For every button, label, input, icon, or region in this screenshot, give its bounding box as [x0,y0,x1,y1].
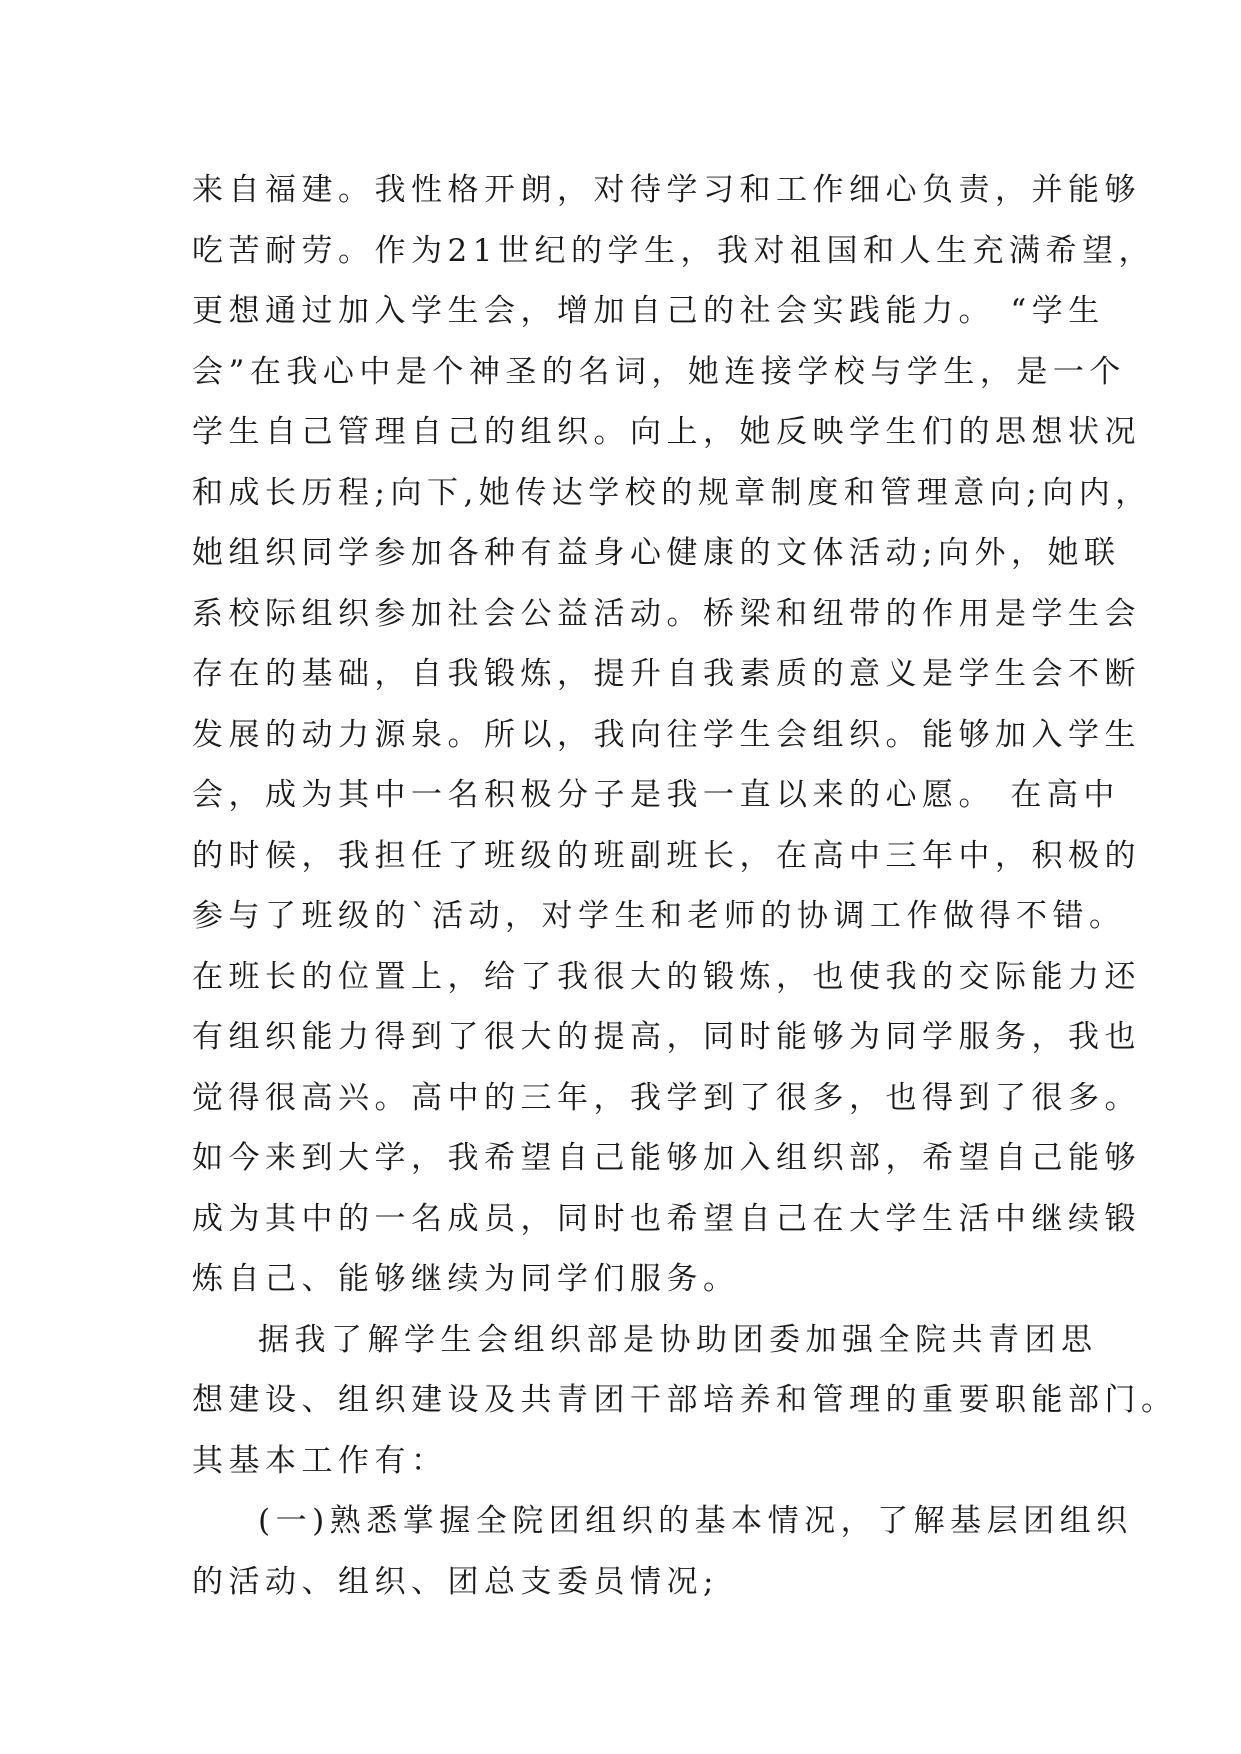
text-line: 的时候，我担任了班级的班副班长，在高中三年中，积极的 [192,837,1141,874]
text-line: 吃苦耐劳。作为21世纪的学生，我对祖国和人生充满希望， [192,232,1155,269]
text-line: 成为其中的一名成员，同时也希望自己在大学生活中继续锻 [192,1200,1141,1237]
text-line: 如今来到大学，我希望自己能够加入组织部，希望自己能够 [192,1140,1141,1176]
text-line: 和成长历程;向下,她传达学校的规章制度和管理意向;向内， [192,474,1152,511]
text-line: 存在的基础，自我锻炼，提升自我素质的意义是学生会不断 [192,656,1141,692]
text-line: 炼自己、能够继续为同学们服务。 [192,1261,740,1297]
text-line: 会”在我心中是个神圣的名词，她连接学校与学生，是一个 [192,353,1126,390]
text-line: 其基本工作有： [192,1442,448,1479]
text-line: 的活动、组织、团总支委员情况; [192,1563,719,1600]
text-line: 发展的动力源泉。所以，我向往学生会组织。能够加入学生 [192,716,1141,753]
text-line: 学生自己管理自己的组织。向上，她反映学生们的思想状况 [192,414,1141,450]
text-line: 系校际组织参加社会公益活动。桥梁和纽带的作用是学生会 [192,595,1141,632]
text-line: 想建设、组织建设及共青团干部培养和管理的重要职能部门。 [192,1382,1178,1418]
text-line: 在班长的位置上，给了我很大的锻炼，也使我的交际能力还 [192,958,1141,995]
text-line: 来自福建。我性格开朗，对待学习和工作细心负责，并能够 [192,172,1141,208]
text-line: 会，成为其中一名积极分子是我一直以来的心愿。 在高中 [192,777,1120,813]
text-line: 觉得很高兴。高中的三年，我学到了很多，也得到了很多。 [192,1079,1141,1116]
text-line: 更想通过加入学生会，增加自己的社会实践能力。 “学生 [192,293,1105,329]
text-line: 她组织同学参加各种有益身心健康的文体活动;向外，她联 [192,535,1121,571]
text-line: 有组织能力得到了很大的提高，同时能够为同学服务，我也 [192,1019,1141,1055]
list-item-start-line: (一)熟悉掌握全院团组织的基本情况，了解基层团组织 [258,1503,1133,1539]
paragraph-start-line: 据我了解学生会组织部是协助团委加强全院共青团思 [258,1321,1098,1358]
body-text [192,160,1178,1612]
text-line: 参与了班级的`活动，对学生和老师的协调工作做得不错。 [192,898,1126,934]
